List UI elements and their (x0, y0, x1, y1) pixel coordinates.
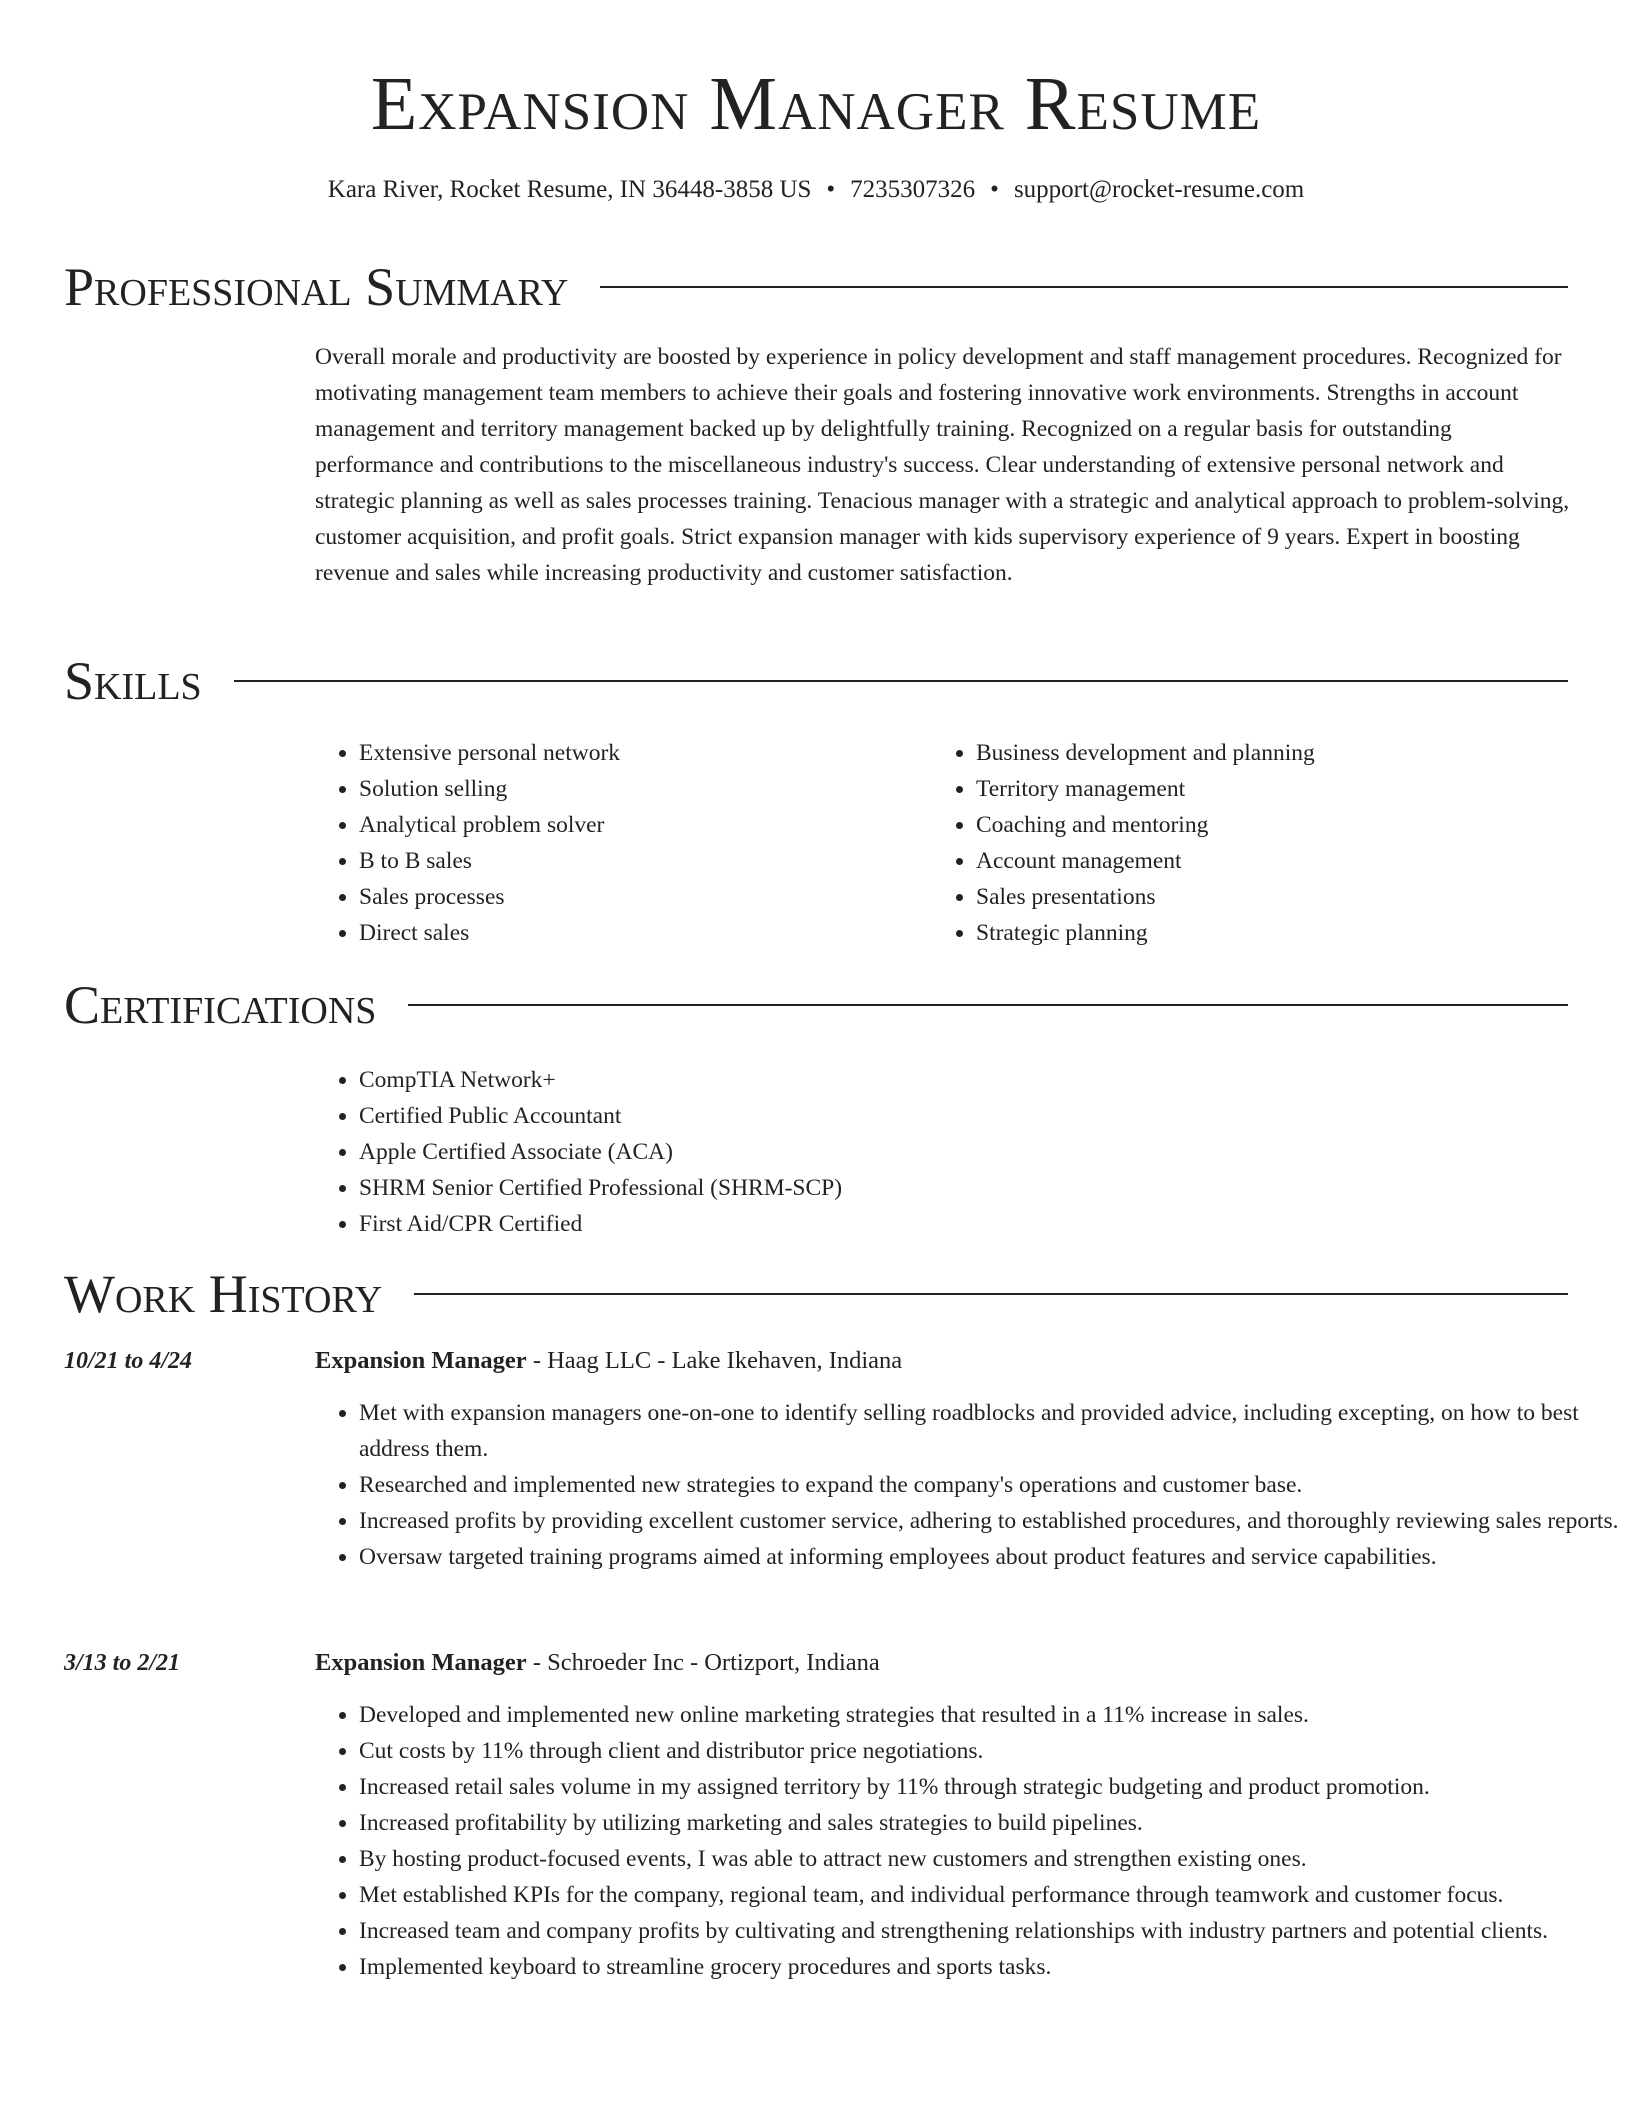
job-bullet: • Increased retail sales volume in my assigned territory by 11% through strategic budgeting and product promotion. (359, 1769, 1619, 1805)
certification-item: • First Aid/CPR Certified (359, 1206, 1259, 1242)
certification-item: • CompTIA Network+ (359, 1062, 1259, 1098)
certifications-list (315, 1062, 1259, 1242)
work-history-section-header (64, 1259, 1568, 1329)
job-dates: 10/21 to 4/24 (64, 1348, 193, 1374)
contact-separator: • (826, 176, 836, 203)
job-bullet: • Met established KPIs for the company, regional team, and individual performance through teamwork and customer focus. (359, 1877, 1619, 1913)
contact-separator: • (990, 176, 999, 203)
job-employer: - Schroeder Inc - Ortizport, Indiana (526, 1649, 880, 1676)
skill-item: • Coaching and mentoring (976, 807, 1616, 843)
skill-item: • Direct sales (359, 915, 959, 951)
job-title: Expansion Manager (315, 1347, 527, 1374)
job-bullet: • Cut costs by 11% through client and distributor price negotiations. (359, 1733, 1619, 1769)
certification-item: • Apple Certified Associate (ACA) (359, 1134, 1259, 1170)
skills-section-header (64, 646, 1568, 716)
certifications-section-header (64, 970, 1568, 1040)
job-bullet: • Increased team and company profits by cultivating and strengthening relationships with industry partners and potential clients. (359, 1913, 1619, 1949)
certifications-heading: Certifications (64, 975, 377, 1035)
certification-item: • SHRM Senior Certified Professional (SHRM-SCP) (359, 1170, 1259, 1206)
job-heading (315, 1645, 880, 1681)
job-bullet: • Researched and implemented new strategies to expand the company's operations and customer base. (359, 1467, 1619, 1503)
contact-address: Kara River, Rocket Resume, IN 36448-3858 US (327, 176, 812, 203)
section-divider (234, 680, 1568, 682)
contact-email: support@rocket-resume.com (1013, 176, 1305, 203)
job-bullets (315, 1395, 1619, 1575)
certification-item: • Certified Public Accountant (359, 1098, 1259, 1134)
job-bullet: • Oversaw targeted training programs aimed at informing employees about product features and service capabilities. (359, 1539, 1619, 1575)
section-divider (408, 1004, 1568, 1006)
job-title: Expansion Manager (315, 1649, 527, 1676)
job-bullet: • Implemented keyboard to streamline grocery procedures and sports tasks. (359, 1949, 1619, 1985)
skills-list-right (932, 735, 1616, 951)
resume-title: Expansion Manager Resume (370, 62, 1262, 146)
job-employer: - Haag LLC - Lake Ikehaven, Indiana (526, 1347, 903, 1374)
job-dates: 3/13 to 2/21 (64, 1650, 181, 1676)
skill-item: • Business development and planning (976, 735, 1616, 771)
skills-list-left (315, 735, 959, 951)
skill-item: • Analytical problem solver (359, 807, 959, 843)
skill-item: • Sales processes (359, 879, 959, 915)
job-bullet: • Increased profits by providing excellent customer service, adhering to established procedures, and thoroughly reviewing sales reports. (359, 1503, 1619, 1539)
job-bullet: • Met with expansion managers one-on-one to identify selling roadblocks and provided advice, including excepting, on how to best address them. (359, 1395, 1619, 1467)
skills-heading: Skills (64, 651, 202, 711)
contact-phone: 7235307326 (850, 176, 976, 203)
skill-item: • Strategic planning (976, 915, 1616, 951)
skill-item: • Territory management (976, 771, 1616, 807)
job-bullets (315, 1697, 1619, 1985)
job-heading (315, 1343, 902, 1379)
skill-item: • Sales presentations (976, 879, 1616, 915)
contact-line (0, 172, 1632, 208)
skill-item: • Extensive personal network (359, 735, 959, 771)
skill-item: • B to B sales (359, 843, 959, 879)
summary-heading: Professional Summary (64, 257, 569, 317)
job-bullet: • By hosting product-focused events, I was able to attract new customers and strengthen existing ones. (359, 1841, 1619, 1877)
skill-item: • Account management (976, 843, 1616, 879)
summary-text: Overall morale and productivity are boosted by experience in policy development and staff management procedures. Recognized for motivating management team members to achieve their goals and fostering innovative work environments. Strengths in account management and territory management backed up by delightfully training. Recognized on a regular basis for outstanding performance and contributions to the miscellaneous industry's success. Clear understanding of extensive personal network and strategic planning as well as sales processes training. Tenacious manager with a strategic and analytical approach to problem-solving, customer acquisition, and profit goals. Strict expansion manager with kids supervisory experience of 9 years. Expert in boosting revenue and sales while increasing productivity and customer satisfaction. (315, 344, 1570, 586)
job-bullet: • Increased profitability by utilizing marketing and sales strategies to build pipelines. (359, 1805, 1619, 1841)
skill-item: • Solution selling (359, 771, 959, 807)
work-history-heading: Work History (64, 1264, 383, 1324)
job-bullet: • Developed and implemented new online marketing strategies that resulted in a 11% increase in sales. (359, 1697, 1619, 1733)
section-divider (414, 1293, 1568, 1295)
section-divider (600, 286, 1568, 288)
summary-section-header (64, 252, 1568, 322)
